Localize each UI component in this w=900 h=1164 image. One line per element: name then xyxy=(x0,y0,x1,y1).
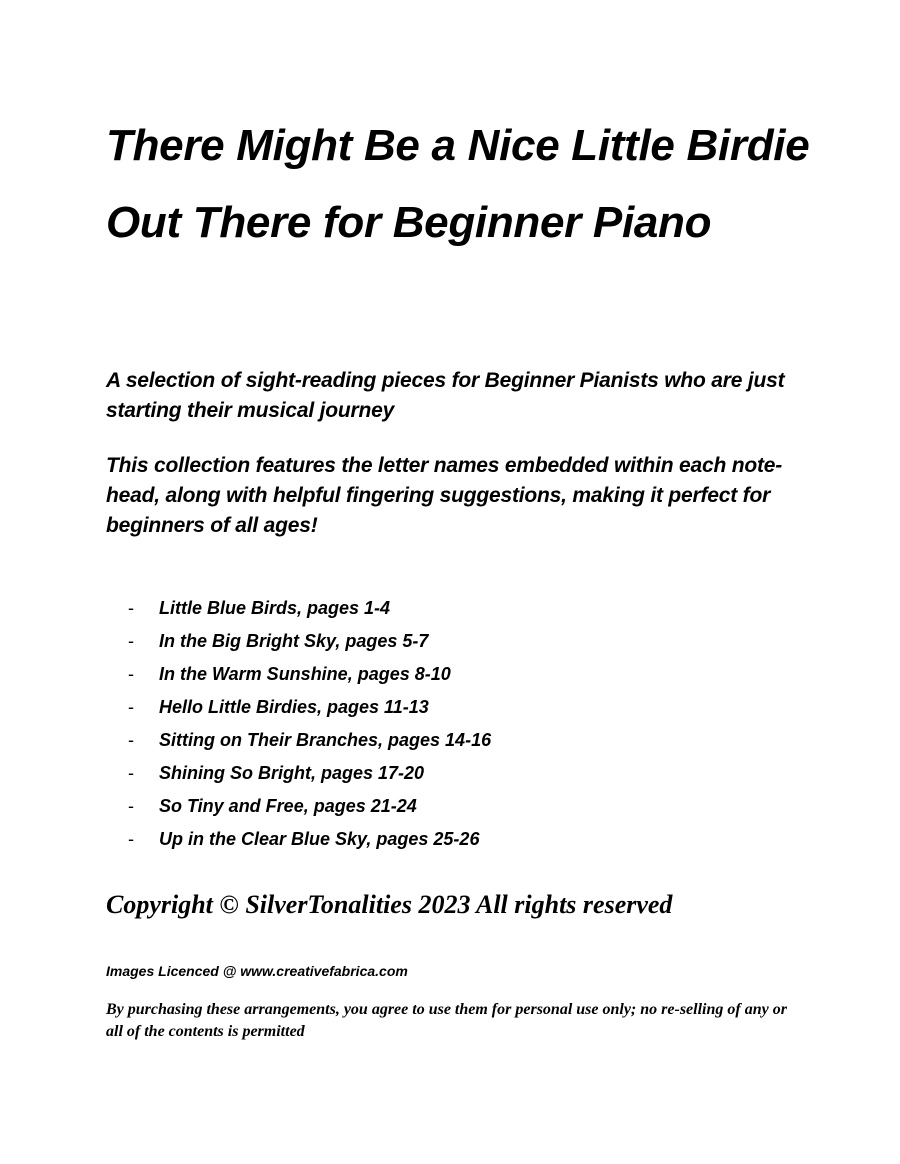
list-item xyxy=(128,658,491,691)
list-bullet: - xyxy=(128,829,134,849)
piece-title: Sitting on Their Branches, pages 14-16 xyxy=(159,730,492,750)
list-item xyxy=(128,592,491,625)
copyright-notice: Copyright © SilverTonalities 2023 All rights reserved xyxy=(106,890,673,919)
list-item xyxy=(128,757,491,790)
images-credit: Images Licenced @ www.creativefabrica.com xyxy=(106,963,408,979)
list-item xyxy=(128,625,491,658)
list-bullet: - xyxy=(128,631,134,651)
piece-title: In the Big Bright Sky, pages 5-7 xyxy=(159,631,429,651)
list-item xyxy=(128,790,491,823)
piece-title: Up in the Clear Blue Sky, pages 25-26 xyxy=(159,829,480,849)
document-subtitle: A selection of sight-reading pieces for Beginner Pianists who are just starting their musical journey xyxy=(106,369,785,422)
list-item xyxy=(128,823,491,856)
list-bullet: - xyxy=(128,796,134,816)
list-item xyxy=(128,724,491,757)
document-title: There Might Be a Nice Little Birdie Out There for Beginner Piano xyxy=(106,121,810,247)
list-item xyxy=(128,691,491,724)
piece-title: Shining So Bright, pages 17-20 xyxy=(159,763,425,783)
list-bullet: - xyxy=(128,697,134,717)
list-bullet: - xyxy=(128,664,134,684)
terms-of-use: By purchasing these arrangements, you agree to use them for personal use only; no re-selling of any or all of the contents is permitted xyxy=(106,1001,787,1040)
list-bullet: - xyxy=(128,763,134,783)
piece-list xyxy=(128,592,491,856)
piece-title: So Tiny and Free, pages 21-24 xyxy=(159,796,417,816)
list-bullet: - xyxy=(128,730,134,750)
collection-description: This collection features the letter names embedded within each note-head, along with helpful fingering suggestions, making it perfect for beginners of all ages! xyxy=(106,454,783,537)
piece-title: In the Warm Sunshine, pages 8-10 xyxy=(159,664,451,684)
piece-title: Hello Little Birdies, pages 11-13 xyxy=(159,697,429,717)
list-bullet: - xyxy=(128,598,134,618)
piece-title: Little Blue Birds, pages 1-4 xyxy=(159,598,391,618)
